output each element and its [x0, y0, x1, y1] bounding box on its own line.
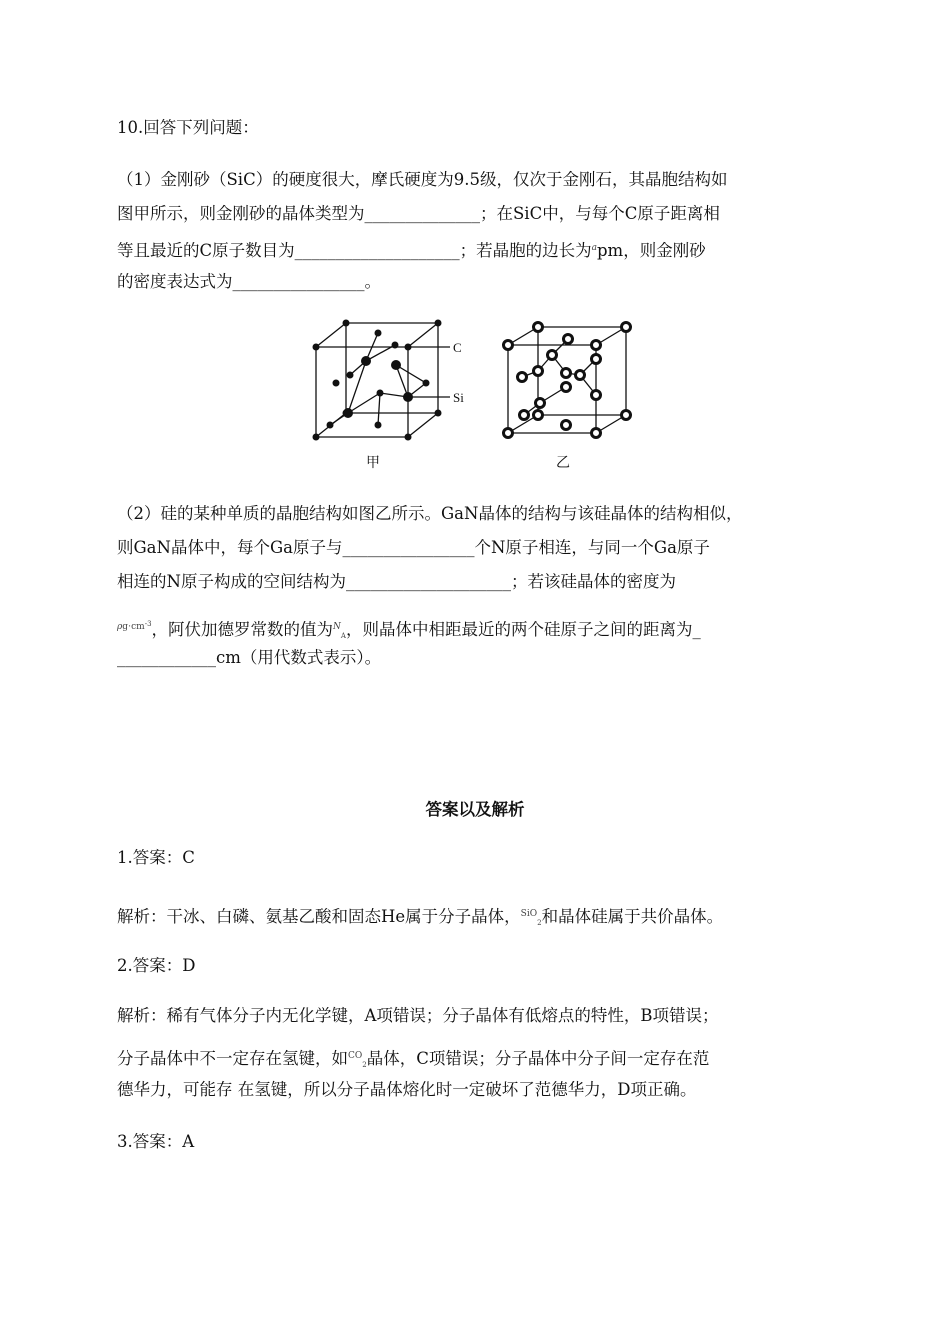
sio2-subscript: 2 — [537, 919, 542, 927]
label-si: Si — [453, 390, 464, 405]
var-a: a — [591, 243, 597, 253]
explanation-1 — [117, 902, 723, 935]
q10-part2-line2: 则GaN晶体中，每个Ga原子与________________个N原子相连，与同一个Ga原子 — [117, 538, 710, 557]
density-unit: g⋅cm — [122, 622, 145, 632]
question-heading: 10.回答下列问题： — [117, 118, 259, 137]
q10-part2-line4 — [117, 612, 701, 648]
explanation-2-line1: 解析：稀有气体分子内无化学键，A项错误；分子晶体有低熔点的特性，B项错误； — [117, 1006, 719, 1025]
answers-title: 答案以及解析 — [425, 800, 525, 819]
sio2-formula: SiO — [520, 909, 538, 919]
explanation-2-line3: 德华力，可能存 在氢键，所以分子晶体熔化时一定破坏了范德华力，D项正确。 — [117, 1080, 697, 1099]
q10-part2-line5: ____________cm（用代数式表示）。 — [117, 648, 382, 667]
q10-part2-line3: 相连的N原子构成的空间结构为____________________；若该硅晶体的密度为 — [117, 572, 676, 591]
explanation-1-start: 解析：干冰、白磷、氨基乙酸和固态He属于分子晶体， — [117, 907, 521, 926]
q10-part1-line2: 图甲所示，则金刚砂的晶体类型为______________；在SiC中，与每个C原子距离相 — [117, 204, 720, 223]
label-c: C — [453, 340, 462, 355]
rho-symbol: ρ — [117, 622, 123, 632]
answer-3: 3.答案：A — [117, 1132, 195, 1151]
q10-part2-line4-text: ，阿伏加德罗常数的值为 — [151, 620, 334, 639]
co2-subscript: 2 — [362, 1061, 367, 1069]
crystal-structure-figure — [300, 315, 650, 475]
q10-part1-line1: （1）金刚砂（SiC）的硬度很大，摩氏硬度为9.5级，仅次于金刚石，其晶胞结构如 — [117, 170, 728, 189]
caption-yi: 乙 — [556, 456, 570, 471]
q10-part1-line3-text: 等且最近的C原子数目为____________________；若晶胞的边长为 — [117, 241, 592, 260]
q10-part2-line1: （2）硅的某种单质的晶胞结构如图乙所示。GaN晶体的结构与该硅晶体的结构相似， — [117, 504, 743, 523]
co2-formula: CO — [348, 1051, 363, 1061]
q10-part1-line3 — [117, 236, 706, 263]
explanation-2-line2-start: 分子晶体中不一定存在氢键，如 — [117, 1049, 348, 1068]
q10-part1-line4: 的密度表达式为________________。 — [117, 272, 381, 291]
na-subscript: A — [340, 632, 346, 640]
answer-1: 1.答案：C — [117, 848, 195, 867]
si-atoms — [504, 323, 631, 438]
q10-part2-line4-end: ，则晶体中相距最近的两个硅原子之间的距离为_ — [345, 620, 701, 639]
explanation-1-end: 和晶体硅属于共价晶体。 — [541, 907, 724, 926]
density-exponent: -3 — [144, 620, 152, 628]
explanation-2-line2 — [117, 1044, 709, 1077]
caption-jia: 甲 — [366, 456, 380, 471]
answer-2: 2.答案：D — [117, 956, 196, 975]
q10-part1-line3-end: pm，则金刚砂 — [597, 241, 706, 260]
na-symbol: N — [333, 622, 341, 632]
explanation-2-line2-end: 晶体，C项错误；分子晶体中分子间一定存在范 — [366, 1049, 710, 1068]
